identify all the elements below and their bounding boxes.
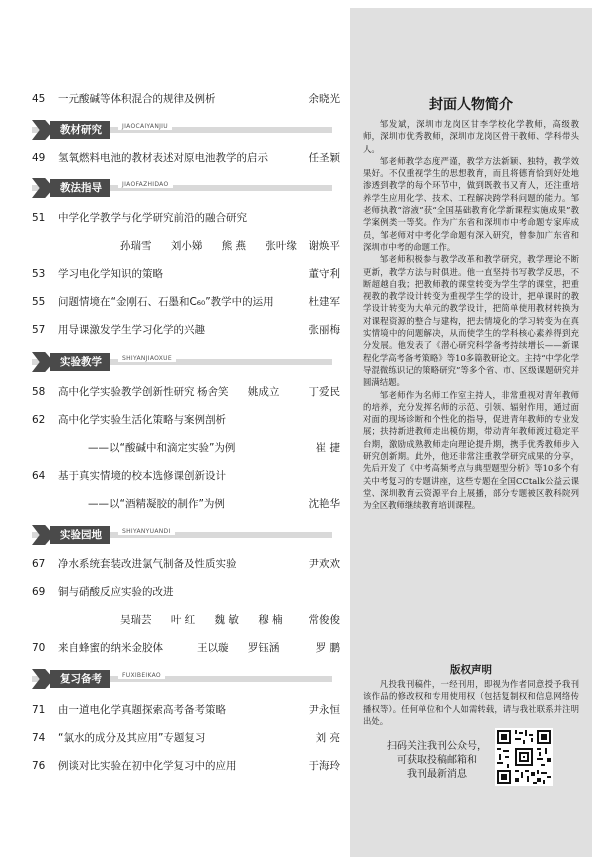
section-pinyin: JIAOCAIYANJIU — [118, 123, 172, 130]
page-number: 62 — [32, 414, 46, 426]
article-title: 铜与硝酸反应实验的改进 — [58, 586, 174, 598]
toc-entry[interactable] — [22, 758, 340, 774]
page-number: 67 — [32, 558, 46, 570]
coauthor: 叶 红 — [170, 614, 196, 626]
coauthor: 刘小娣 — [170, 240, 203, 252]
page-number: 69 — [32, 586, 46, 598]
coauthor: 吴瑞芸 — [120, 614, 152, 626]
section-header-fuxibeikao — [32, 668, 332, 690]
article-title: 问题情境在“金刚石、石墨和C₆₀”教学中的运用 — [58, 296, 274, 308]
toc-entry[interactable] — [22, 730, 340, 746]
article-author: 余晓光 — [308, 93, 340, 105]
bio-paragraph: 邹老师积极参与教学改革和教学研究，教学理论不断更新，教学方法与时俱进。他一直坚持书写教学反思，不断超越自我；把教师教的课堂转变为学生学的课堂，把重视教的教学设计转变为重视学生学的设计，把单课时的教学设计转变为大单元的教学设计，把简单使用教材转换为对课程资源的整合与建构，把去情境化的学习转变为在真实情境中的问题解决，从而使学生的学科核心素养得到充分发展。他发表了《潜心研究科学备考持续增长——新课程化学高考备考策略》等10多篇教研论文。主持“中学化学导混微练识记的策略研究”等多个省、市、区级课题研究并圆满结题。 — [363, 254, 579, 388]
bio-paragraph: 邹老师教学态度严谨，教学方法新颖、独特，教学效果好。不仅重视学生的思想教育，而且将德育恰到好处地渗透到教学的每个环节中，做到既教书又育人，还注重培养学生应用化学、技术、工程解决跨学科问题的能力。邹老师执教“溶液”获“全国基础教育化学新课程实施成果”教学案例类一等奖。作为广东省和深圳市中考命题专家库成员，邹老师对中考化学命题有深入研究，曾参加广东省和深圳市中考的命题工作。 — [363, 155, 579, 252]
article-subtitle: ——以“酒精凝胶的制作”为例 — [88, 498, 225, 510]
coauthor-list — [197, 640, 295, 656]
qr-caption — [382, 740, 492, 782]
toc-entry[interactable] — [22, 702, 340, 718]
toc-entry-subtitle[interactable] — [22, 496, 340, 512]
article-title: 用导课激发学生学习化学的兴趣 — [58, 324, 205, 336]
article-title: 例谈对比实验在初中化学复习中的应用 — [58, 760, 237, 772]
page-number: 53 — [32, 268, 46, 280]
bio-paragraph: 邹老师作为名师工作室主持人，非常重视对青年教师的培养，充分发挥名师的示范、引领、辐射作用，通过面对面的现场诊断和个性化的指导，促进青年教师的专业发展；扶持新进教师走出模仿期，带动青年教师渡过稳定平台期，激励成熟教师走向理论提升期，携手优秀教师步入研究创新期。此外，他还非常注重教学研究成果的分享，先后开发了《中考高频考点与典型题型分析》等10多个有关中考复习的专题讲座，这些专题在全国CCtalk公益云课堂、深圳教育云资源平台上展播，部分专题被区教科院列为全区教师继续教育培训课程。 — [363, 389, 579, 511]
qr-caption-line: 扫码关注我刊公众号， — [387, 741, 487, 752]
sidebar-title: 封面人物简介 — [429, 97, 513, 113]
article-author: 任圣颖 — [308, 152, 340, 164]
article-author: 沈艳华 — [308, 498, 340, 510]
section-label: 复习备考 — [50, 670, 110, 688]
article-title: 一元酸碱等体积混合的规律及例析 — [58, 93, 216, 105]
coauthor: 杨舍笑 — [197, 386, 229, 398]
page-number: 70 — [32, 642, 46, 654]
page-number: 51 — [32, 212, 46, 224]
section-label: 实验教学 — [50, 353, 110, 371]
qr-code-icon[interactable] — [495, 728, 553, 786]
qr-caption-line: 可获取投稿邮箱和 — [397, 755, 477, 766]
copyright-title: 版权声明 — [450, 664, 492, 676]
toc-entry[interactable] — [22, 468, 340, 484]
qr-caption-line: 我刊最新消息 — [407, 769, 467, 780]
article-author: 罗 鹏 — [315, 642, 340, 654]
toc-entry[interactable] — [22, 640, 340, 656]
coauthor: 王以璇 — [197, 642, 229, 654]
article-author: 崔 捷 — [315, 442, 340, 454]
section-pinyin: SHIYANYUANDI — [118, 528, 175, 535]
coauthor: 魏 敏 — [214, 614, 239, 626]
section-pinyin: SHIYANJIAOXUE — [118, 355, 176, 362]
section-label: 教材研究 — [50, 121, 110, 139]
toc-entry[interactable] — [22, 91, 340, 107]
page-number: 71 — [32, 704, 46, 716]
article-author: 于海玲 — [308, 760, 340, 772]
article-title: 高中化学实验教学创新性研究 — [58, 386, 195, 398]
article-title: 学习电化学知识的策略 — [58, 268, 163, 280]
table-of-contents — [22, 88, 340, 858]
page-number: 45 — [32, 93, 46, 105]
coauthor: 罗钰涵 — [247, 642, 280, 654]
section-label: 教法指导 — [50, 179, 110, 197]
article-title: 基于真实情境的校本选修课创新设计 — [58, 470, 226, 482]
article-author: 丁爱民 — [308, 386, 340, 398]
section-pinyin: FUXIBEIKAO — [118, 672, 165, 679]
article-author: 谢焕平 — [308, 240, 340, 252]
section-header-shiyanyuandi — [32, 524, 332, 546]
article-title: 中学化学教学与化学研究前沿的融合研究 — [58, 212, 247, 224]
toc-entry[interactable] — [22, 322, 340, 338]
article-author: 常俊俊 — [308, 614, 340, 626]
bio-paragraph: 邹发斌，深圳市龙岗区甘李学校化学教师，高级教师，深圳市优秀教师，深圳市龙岗区骨干教师、学科带头人。 — [363, 119, 579, 154]
copyright-text: 凡投我刊稿件，一经刊用，即视为作者同意授予我刊该作品的修改权和专用使用权（包括复制权和信息网络传播权等）。任何单位和个人如需转载，请与我社联系并注明出处。 — [363, 679, 579, 726]
toc-entry[interactable] — [22, 584, 340, 600]
toc-entry[interactable] — [22, 294, 340, 310]
toc-entry[interactable] — [22, 556, 340, 572]
article-author: 刘 亮 — [315, 732, 340, 744]
page-number: 55 — [32, 296, 46, 308]
toc-entry[interactable] — [22, 210, 340, 226]
toc-entry[interactable] — [22, 150, 340, 166]
coauthor: 熊 燕 — [221, 240, 247, 252]
sidebar-body — [363, 118, 579, 512]
toc-entry-author-row — [22, 238, 340, 254]
article-subtitle: ——以“酸碱中和滴定实验”为例 — [88, 442, 236, 454]
article-author: 董守利 — [308, 268, 340, 280]
coauthor: 孙瑞雪 — [120, 240, 152, 252]
article-author: 尹永恒 — [308, 704, 340, 716]
section-header-jiaofazhidao — [32, 177, 332, 199]
article-title: 由一道电化学真题探索高考备考策略 — [58, 704, 226, 716]
toc-entry[interactable] — [22, 266, 340, 282]
section-header-jiaocaiyanjiu — [32, 119, 332, 141]
article-author: 杜建军 — [308, 296, 340, 308]
page-number: 64 — [32, 470, 46, 482]
coauthor: 姚成立 — [247, 386, 280, 398]
article-title: 来自蜂蜜的纳米金胶体 — [58, 642, 163, 654]
toc-entry-subtitle[interactable] — [22, 440, 340, 456]
cover-person-sidebar — [350, 8, 592, 857]
coauthor: 穆 楠 — [258, 614, 283, 626]
article-author: 张丽梅 — [308, 324, 340, 336]
article-author: 尹欢欢 — [308, 558, 340, 570]
section-pinyin: JIAOFAZHIDAO — [118, 181, 173, 188]
toc-entry-author-row — [22, 612, 340, 628]
page-number: 49 — [32, 152, 46, 164]
article-title: 氢氧燃料电池的教材表述对原电池教学的启示 — [58, 152, 268, 164]
page-number: 74 — [32, 732, 46, 744]
section-header-shiyanjiaoxue — [32, 351, 332, 373]
toc-entry[interactable] — [22, 384, 340, 400]
page-number: 76 — [32, 760, 46, 772]
coauthor: 张叶缘 — [265, 240, 297, 252]
section-label: 实验园地 — [50, 526, 110, 544]
page-number: 57 — [32, 324, 46, 336]
article-title: 高中化学实验生活化策略与案例剖析 — [58, 414, 226, 426]
coauthor-list — [197, 384, 295, 400]
article-title: 净水系统套装改进氯气制备及性质实验 — [58, 558, 237, 570]
page-number: 58 — [32, 386, 46, 398]
toc-entry[interactable] — [22, 412, 340, 428]
article-title: “氯水的成分及其应用”专题复习 — [58, 732, 206, 744]
